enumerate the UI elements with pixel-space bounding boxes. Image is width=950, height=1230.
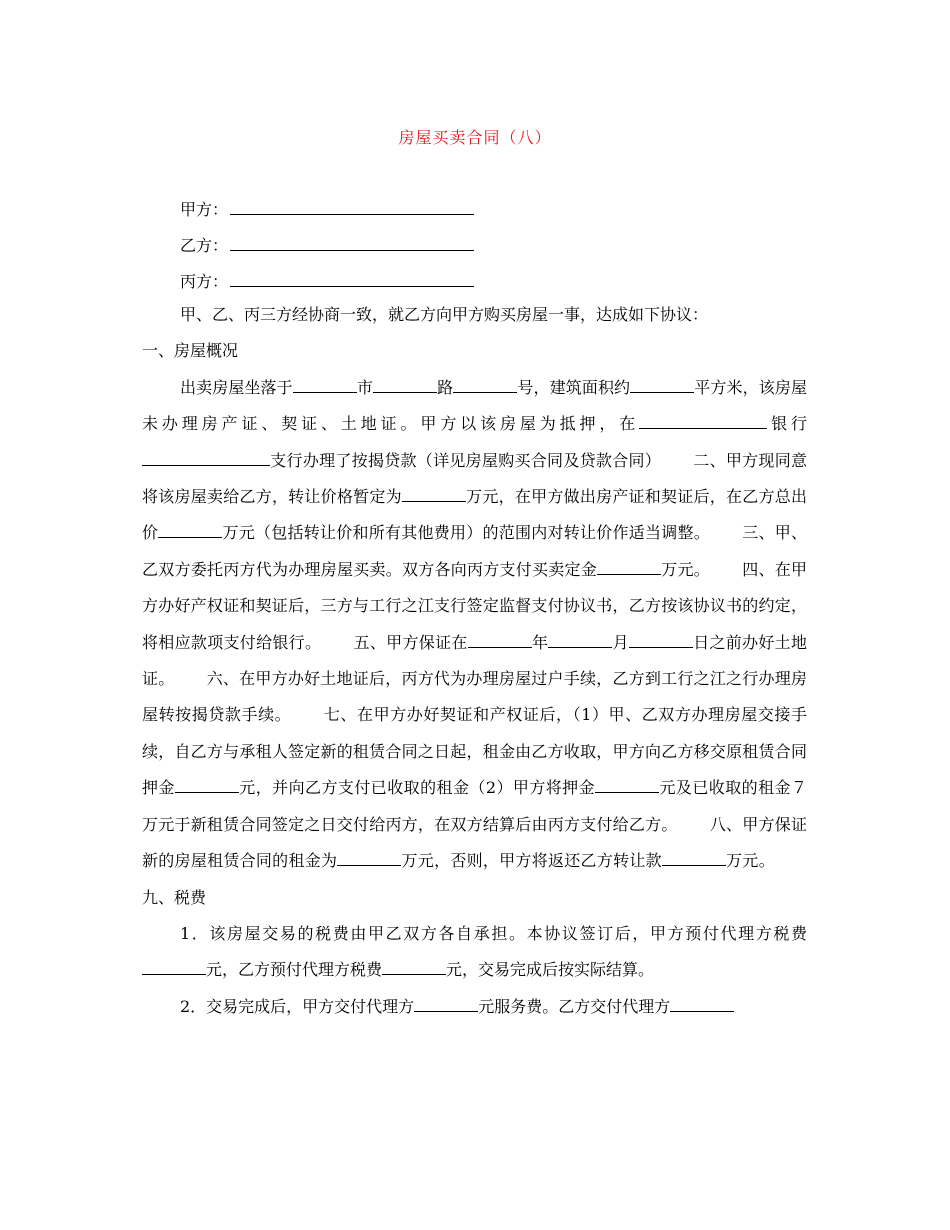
- blank-field: [548, 631, 612, 648]
- blank-field: [662, 849, 726, 866]
- clause-2: 二、甲方现同意将该房屋卖给乙方，转让价格暂定为: [142, 450, 807, 507]
- text-segment: 2．交易完成后，甲方交付代理方: [180, 996, 415, 1016]
- text-segment: 万元，否则，甲方将返还乙方转让款: [401, 851, 662, 871]
- blank-field: [373, 376, 437, 393]
- contract-body: [142, 297, 807, 1025]
- blank-field: [337, 849, 401, 866]
- text-segment: 万元。: [725, 851, 775, 871]
- text-segment: 日之前办好土地证。: [142, 632, 807, 689]
- document-title: 房屋买卖合同（八）: [398, 128, 552, 147]
- text-segment: 1．该房屋交易的税费由甲乙双方各自承担。本协议签订后，甲方预付代理方税费: [180, 923, 807, 943]
- party-c-label: 丙方：: [180, 272, 229, 291]
- party-b-field: [180, 234, 474, 256]
- text-segment: 万元。: [660, 559, 710, 579]
- blank-field: [630, 376, 694, 393]
- text-segment: 平方米，该房屋未办理房产证、契证、土地证。甲方以该房屋为抵押，在: [142, 377, 807, 434]
- clause-8: 八、甲方保证新的房屋租赁合同的租金为: [142, 814, 807, 871]
- text-segment: 年: [531, 632, 549, 652]
- text-segment: 市: [356, 377, 374, 397]
- blank-field: [453, 376, 517, 393]
- blank-field: [639, 412, 767, 429]
- clause-7: 七、在甲方办好契证和产权证后，（1）甲、乙双方办理房屋交接手续，自乙方与承租人签定新的租赁合同之日起，租金由乙方收取，甲方向乙方移交原租赁合同押金: [142, 705, 807, 798]
- text-segment: 银行: [767, 414, 807, 434]
- blank-field: [158, 521, 222, 538]
- text-segment: 元及已收取的租金７万元于新租赁合同签定之日交付给丙方，在双方结算后由丙方支付给乙方。: [142, 778, 807, 834]
- blank-field: [142, 449, 270, 466]
- blank-field: [402, 485, 466, 502]
- blank-field: [670, 995, 734, 1012]
- blank-field: [175, 776, 239, 793]
- blank-field: [293, 376, 357, 393]
- text-segment: 万元（包括转让价和所有其他费用）的范围内对转让价作适当调整。: [222, 523, 710, 543]
- main-clauses-paragraph: [142, 370, 807, 916]
- clause-3: 三、甲、乙双方委托丙方代为办理房屋买卖。双方各向丙方支付买卖定金: [142, 523, 807, 579]
- text-segment: 月: [612, 632, 629, 652]
- text-segment: 万元，在甲方做出房产证和契证后，在乙方总出价: [142, 487, 807, 543]
- party-a-label: 甲方：: [180, 200, 229, 219]
- party-a-blank: [230, 198, 474, 215]
- clause-5: 五、甲方保证在: [353, 632, 468, 652]
- blank-field: [414, 995, 478, 1012]
- text-segment: 元服务费。乙方交付代理方: [478, 996, 671, 1016]
- blank-field: [595, 776, 659, 793]
- intro-paragraph: 甲、乙、丙三方经协商一致，就乙方向甲方购买房屋一事，达成如下协议：: [180, 305, 709, 324]
- party-b-blank: [230, 234, 474, 251]
- party-b-label: 乙方：: [180, 236, 229, 255]
- party-c-blank: [230, 270, 474, 287]
- text-segment: 出卖房屋坐落于: [180, 377, 293, 397]
- clause-6: 六、在甲方办好土地证后，丙方代为办理房屋过户手续，乙方到工行之江之行办理房屋转按揭贷款手续。: [142, 669, 807, 725]
- blank-field: [468, 631, 532, 648]
- tax-clause-2: [142, 989, 807, 1025]
- tax-clause-1: [142, 916, 807, 989]
- text-segment: 支行办理了按揭贷款（详见房屋购买合同及贷款合同）: [270, 450, 662, 470]
- blank-field: [597, 558, 661, 575]
- text-segment: 号，建筑面积约: [517, 377, 631, 397]
- clause-4: 四、在甲方办好产权证和契证后，三方与工行之江支行签定监督支付协议书，乙方按该协议书的约定，将相应款项支付给银行。: [142, 559, 807, 652]
- section-heading-1: 一、房屋概况: [142, 341, 239, 361]
- clause-9: 九、税费: [142, 887, 207, 907]
- text-segment: 元，并向乙方支付已收取的租金（2）甲方将押金: [238, 778, 596, 798]
- blank-field: [142, 958, 206, 975]
- blank-field: [629, 631, 693, 648]
- party-c-field: [180, 270, 474, 292]
- party-a-field: [180, 198, 474, 220]
- blank-field: [382, 958, 446, 975]
- text-segment: 元，乙方预付代理方税费: [206, 960, 383, 980]
- text-segment: 路: [437, 377, 454, 397]
- text-segment: 元，交易完成后按实际结算。: [446, 960, 655, 980]
